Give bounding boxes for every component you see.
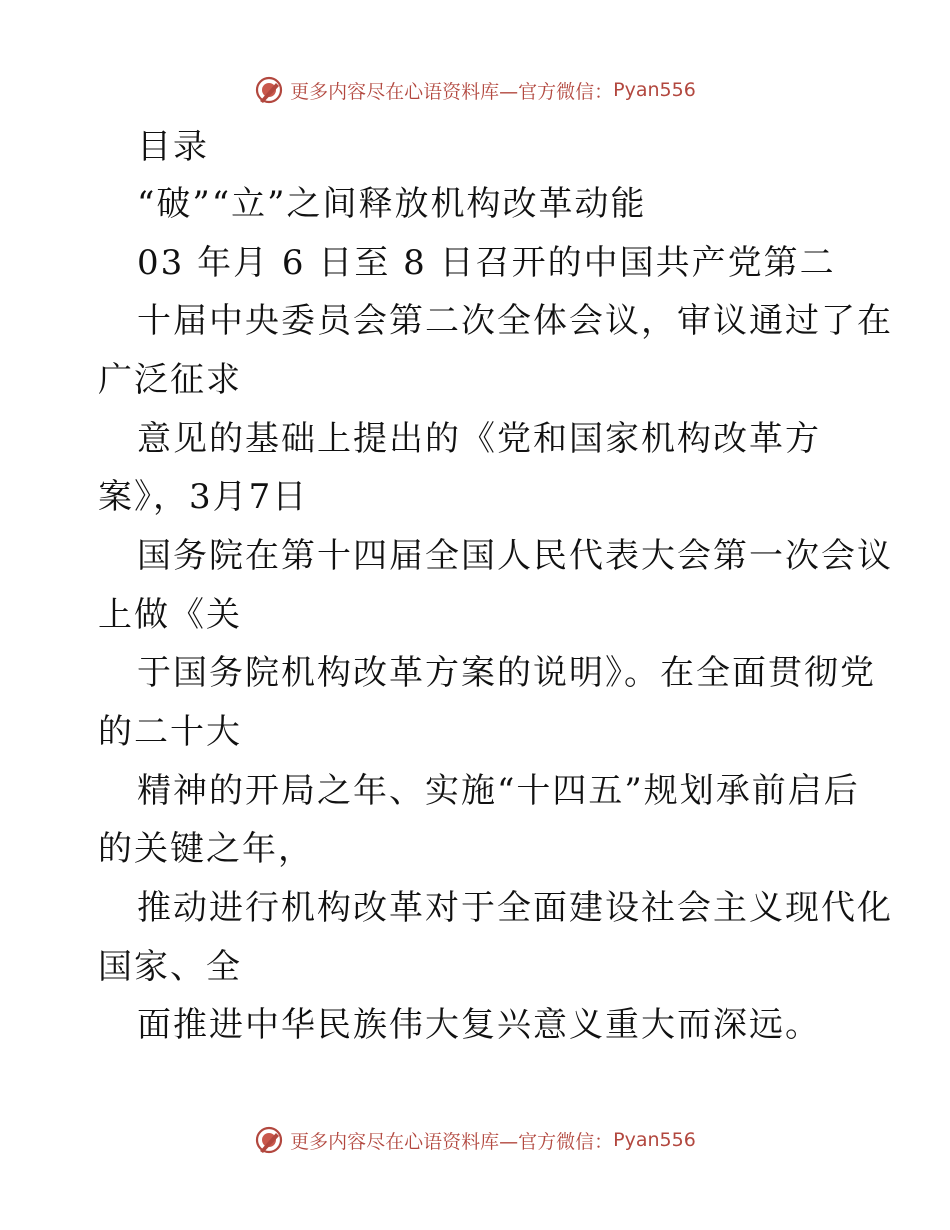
text-line: 的关键之年， <box>98 829 314 869</box>
text-line: 国家、全 <box>98 947 242 987</box>
text-line: 的二十大 <box>98 712 242 752</box>
text-line: 上做《关 <box>98 595 242 635</box>
text-line: 目录 <box>137 127 209 167</box>
text-line: 广泛征求 <box>98 360 242 400</box>
text-line: 面推进中华民族伟大复兴意义重大而深远。 <box>137 1005 821 1045</box>
text-line: “破”“立”之间释放机构改革动能 <box>137 184 647 224</box>
pen-logo-icon <box>254 75 284 105</box>
text-line: 03 年月 6 日至 8 日召开的中国共产党第二 <box>137 243 836 283</box>
text-line: 推动进行机构改革对于全面建设社会主义现代化 <box>137 888 893 928</box>
pen-logo-icon <box>254 1125 284 1155</box>
banner-account: Pyan556 <box>613 79 696 101</box>
text-line: 意见的基础上提出的《党和国家机构改革方 <box>137 419 821 459</box>
text-line: 于国务院机构改革方案的说明》。在全面贯彻党 <box>137 653 876 693</box>
banner-text: 更多内容尽在心语资料库—官方微信： <box>290 1130 614 1153</box>
text-line: 国务院在第十四届全国人民代表大会第一次会议 <box>137 536 893 576</box>
banner-account: Pyan556 <box>613 1129 696 1151</box>
banner-text: 更多内容尽在心语资料库—官方微信： <box>290 80 614 103</box>
footer-watermark-banner <box>0 1120 950 1160</box>
text-line: 十届中央委员会第二次全体会议，审议通过了在 <box>137 301 893 341</box>
header-watermark-banner <box>0 70 950 110</box>
text-line: 案》，3月7日 <box>98 477 309 517</box>
text-line: 精神的开局之年、实施“十四五”规划承前启后 <box>137 771 860 811</box>
